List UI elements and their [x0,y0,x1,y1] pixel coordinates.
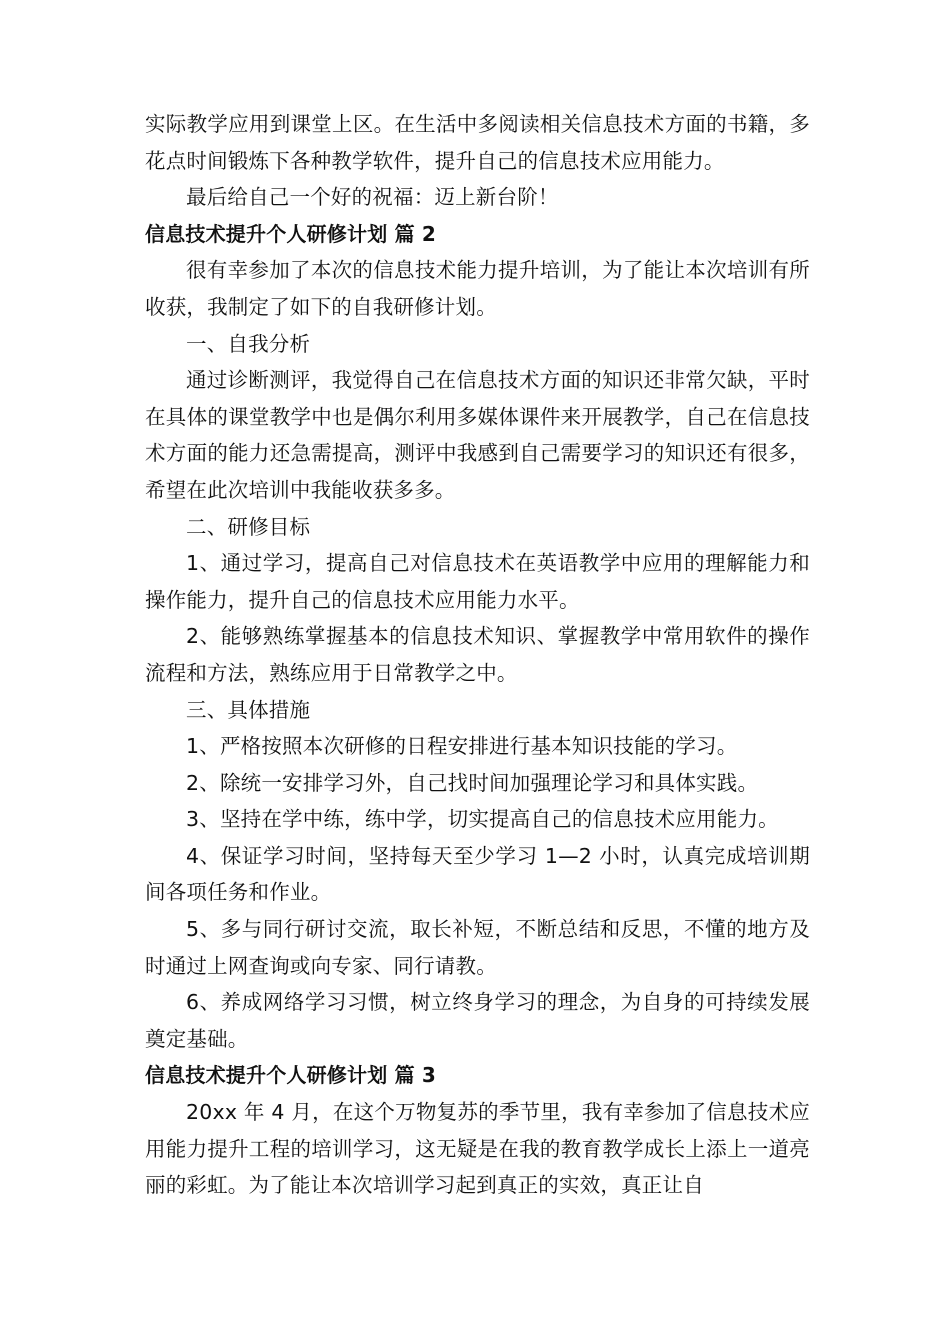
subheading-self-analysis: 一、自我分析 [186,331,311,356]
paragraph-intro-continuation: 实际教学应用到课堂上区。在生活中多阅读相关信息技术方面的书籍，多花点时间锻炼下各种教学软件，提升自己的信息技术应用能力。 [145,112,810,173]
section-heading-3: 信息技术提升个人研修计划 篇 3 [145,1063,437,1088]
list-item-measure-5: 5、多与同行研讨交流，取长补短，不断总结和反思，不懂的地方及时通过上网查询或向专家、同行请教。 [145,917,810,978]
document-page [145,106,810,1204]
list-item-measure-3: 3、坚持在学中练，练中学，切实提高自己的信息技术应用能力。 [186,807,779,832]
paragraph-intro-3: 20xx 年 4 月，在这个万物复苏的季节里，我有幸参加了信息技术应用能力提升工程的培训学习，这无疑是在我的教育教学成长上添上一道亮丽的彩虹。为了能让本次培训学习起到真正的实效，真正让自 [145,1100,810,1198]
section-heading-2: 信息技术提升个人研修计划 篇 2 [145,221,437,246]
list-item-goal-1: 1、通过学习，提高自己对信息技术在英语教学中应用的理解能力和操作能力，提升自己的信息技术应用能力水平。 [145,551,810,612]
paragraph-intro-2: 很有幸参加了本次的信息技术能力提升培训，为了能让本次培训有所收获，我制定了如下的自我研修计划。 [145,258,810,319]
list-item-goal-2: 2、能够熟练掌握基本的信息技术知识、掌握教学中常用软件的操作流程和方法，熟练应用于日常教学之中。 [145,624,810,685]
list-item-measure-2: 2、除统一安排学习外，自己找时间加强理论学习和具体实践。 [186,770,759,795]
paragraph-self-analysis: 通过诊断测评，我觉得自己在信息技术方面的知识还非常欠缺，平时在具体的课堂教学中也是偶尔利用多媒体课件来开展教学，自己在信息技术方面的能力还急需提高，测评中我感到自己需要学习的知识还有很多，希望在此次培训中我能收获多多。 [145,368,810,502]
subheading-goals: 二、研修目标 [186,514,311,539]
list-item-measure-4: 4、保证学习时间，坚持每天至少学习 1—2 小时，认真完成培训期间各项任务和作业。 [145,843,810,905]
list-item-measure-1: 1、严格按照本次研修的日程安排进行基本知识技能的学习。 [186,734,738,759]
paragraph-blessing: 最后给自己一个好的祝福：迈上新台阶！ [186,185,559,210]
subheading-measures: 三、具体措施 [186,697,311,722]
list-item-measure-6: 6、养成网络学习习惯，树立终身学习的理念，为自身的可持续发展奠定基础。 [145,990,810,1051]
